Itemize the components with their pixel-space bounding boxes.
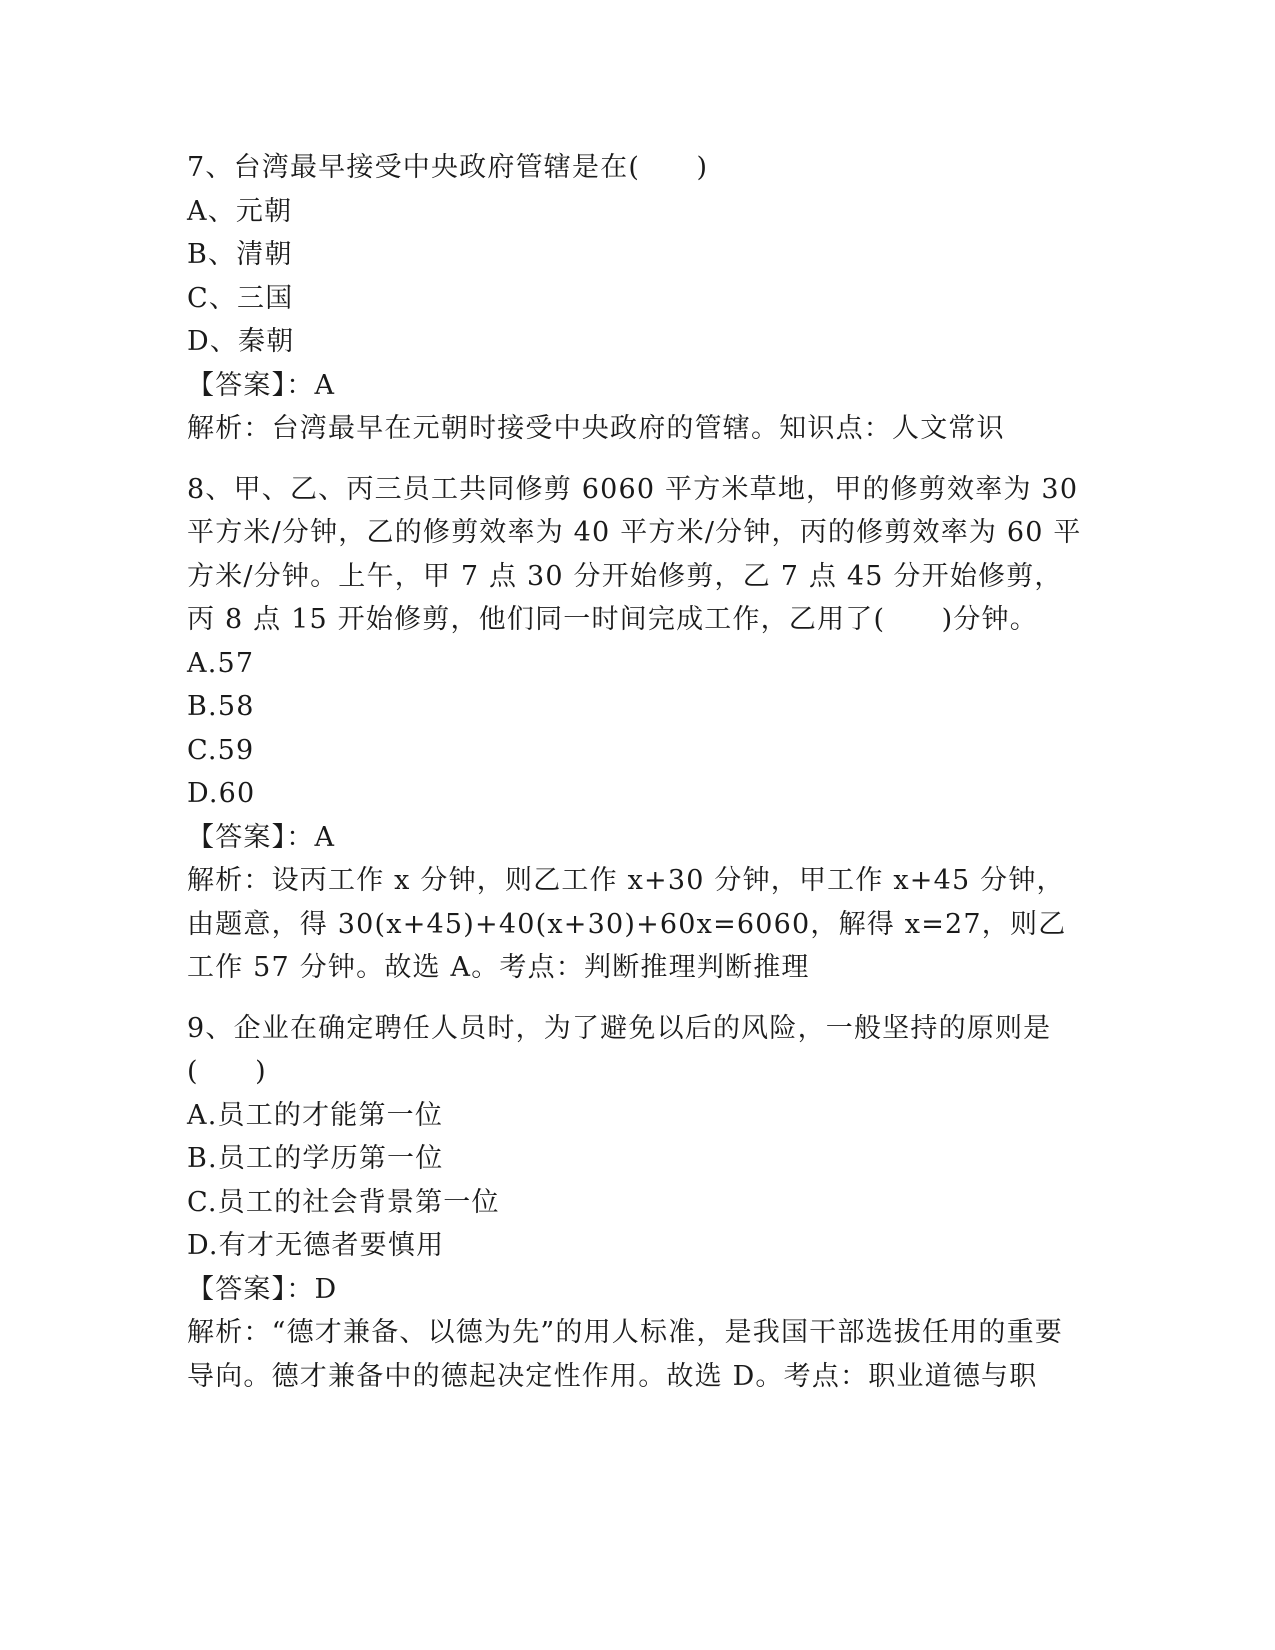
answer-line: 【答案】：A bbox=[187, 369, 336, 401]
question-8 bbox=[187, 468, 1087, 990]
exam-content bbox=[187, 146, 1087, 1415]
question-stem: 8、甲、乙、丙三员工共同修剪 6060 平方米草地，甲的修剪效率为 30 平方米/分钟，乙的修剪效率为 40 平方米/分钟，丙的修剪效率为 60 平方米/分钟。上午，甲 7 点 30 分开始修剪，乙 7 点 45 分开始修剪，丙 8 点 15 开始修剪，他们同一时间完成工作，乙用了( )分钟。 bbox=[187, 473, 1088, 635]
answer-line: 【答案】：A bbox=[187, 821, 336, 853]
option-b: B.58 bbox=[187, 691, 255, 722]
answer-line: 【答案】：D bbox=[187, 1273, 338, 1305]
option-c: C.员工的社会背景第一位 bbox=[187, 1186, 500, 1218]
analysis-text: 解析：台湾最早在元朝时接受中央政府的管辖。知识点：人文常识 bbox=[187, 413, 1005, 444]
option-b: B.员工的学历第一位 bbox=[187, 1143, 444, 1174]
option-a: A.57 bbox=[187, 647, 255, 679]
analysis-text: 解析：设丙工作 x 分钟，则乙工作 x+30 分钟，甲工作 x+45 分钟，由题意，得 30(x+45)+40(x+30)+60x=6060，解得 x=27，则乙工作 57 分钟。故选 A。考点：判断推理判断推理 bbox=[187, 865, 1067, 983]
option-d: D.60 bbox=[187, 778, 256, 809]
option-b: B、清朝 bbox=[187, 239, 293, 270]
question-7 bbox=[187, 146, 1087, 451]
option-c: C.59 bbox=[187, 734, 255, 766]
option-c: C、三国 bbox=[187, 282, 294, 314]
option-a: A、元朝 bbox=[187, 195, 293, 227]
question-stem: 7、台湾最早接受中央政府管辖是在( ) bbox=[187, 152, 709, 183]
question-9 bbox=[187, 1007, 1087, 1399]
option-d: D、秦朝 bbox=[187, 326, 295, 357]
question-stem: 9、企业在确定聘任人员时，为了避免以后的风险，一般坚持的原则是( ) bbox=[187, 1012, 1052, 1087]
option-d: D.有才无德者要慎用 bbox=[187, 1230, 445, 1261]
analysis-text: 解析：“德才兼备、以德为先”的用人标准，是我国干部选拔任用的重要导向。德才兼备中的德起决定性作用。故选 D。考点：职业道德与职 bbox=[187, 1317, 1064, 1392]
option-a: A.员工的才能第一位 bbox=[187, 1099, 444, 1131]
